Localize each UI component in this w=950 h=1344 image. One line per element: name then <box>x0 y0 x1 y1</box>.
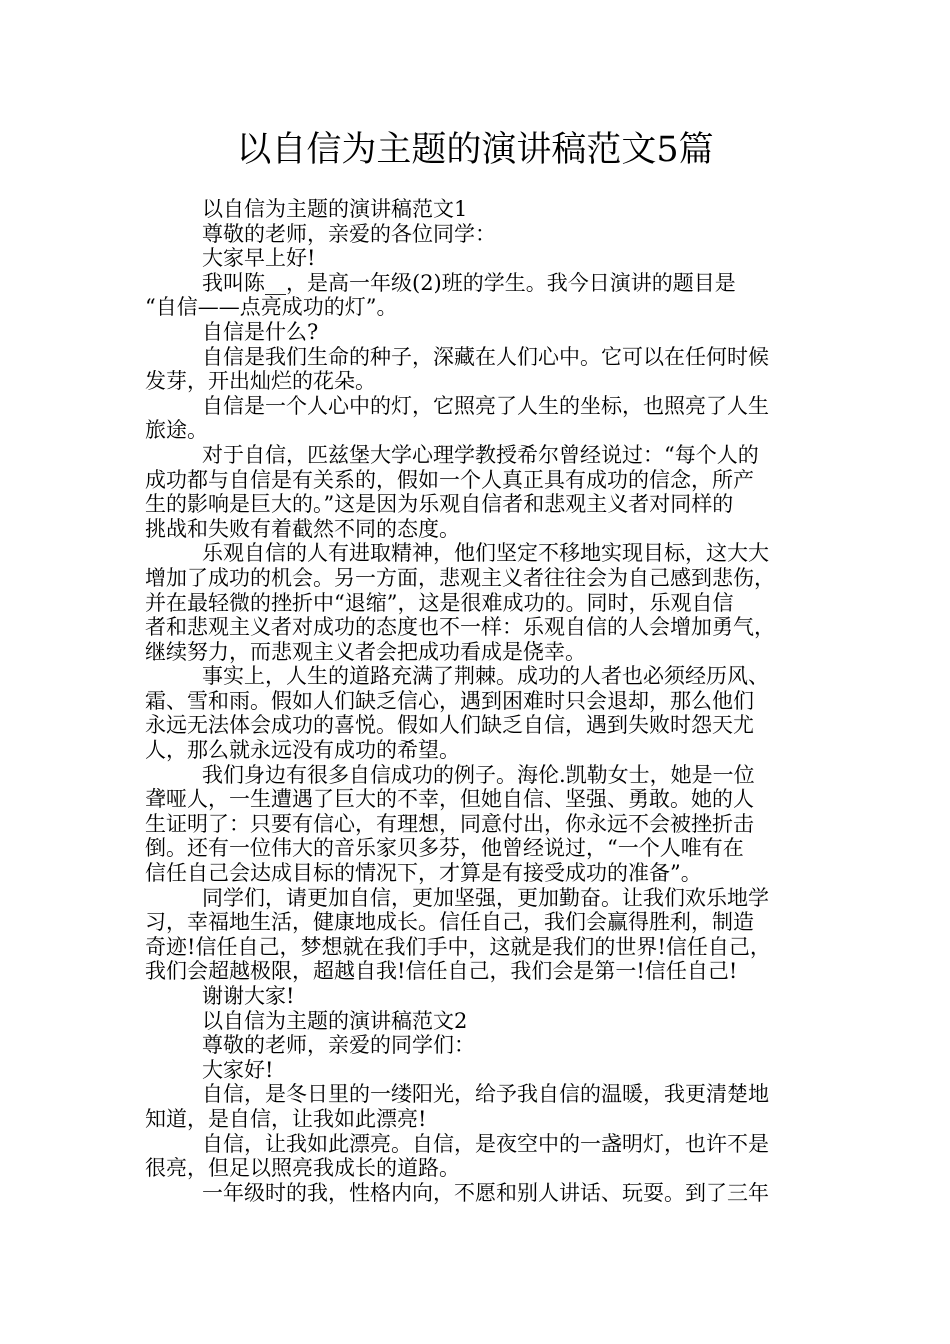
text-line: 谢谢大家! <box>202 984 295 1008</box>
text-line: 知道，是自信，让我如此漂亮! <box>145 1106 427 1131</box>
text-line: 自信是一个人心中的灯，它照亮了人生的坐标，也照亮了人生 <box>202 393 769 418</box>
text-line: 自信是什么? <box>202 319 319 344</box>
text-line: 生的影响是巨大的。”这是因为乐观自信者和悲观主义者对同样的 <box>145 492 734 517</box>
text-line: 我叫陈__，是高一年级(2)班的学生。我今日演讲的题目是 <box>202 270 736 295</box>
text-line: “自信——点亮成功的灯”。 <box>145 295 398 320</box>
text-line: 霜、雪和雨。假如人们缺乏信心，遇到困难时只会退却，那么他们 <box>145 688 754 713</box>
text-line: 自信，让我如此漂亮。自信，是夜空中的一盏明灯，也许不是 <box>202 1131 769 1156</box>
text-line: 我们会超越极限，超越自我!信任自己，我们会是第一!信任自己! <box>145 959 738 984</box>
text-line: 信任自己会达成目标的情况下，才算是有接受成功的准备”。 <box>145 861 702 886</box>
text-line: 同学们，请更加自信，更加坚强，更加勤奋。让我们欢乐地学 <box>202 885 769 910</box>
text-line: 乐观自信的人有进取精神，他们坚定不移地实现目标，这大大 <box>202 541 769 566</box>
text-line: 大家好! <box>202 1057 274 1082</box>
text-line: 生证明了：只要有信心，有理想，同意付出，你永远不会被挫折击 <box>145 811 754 836</box>
text-line: 挑战和失败有着截然不同的态度。 <box>145 516 460 541</box>
text-line: 自信是我们生命的种子，深藏在人们心中。它可以在任何时候 <box>202 344 769 369</box>
text-line: 很亮，但足以照亮我成长的道路。 <box>145 1156 460 1181</box>
document-title: 以自信为主题的演讲稿范文5篇 <box>236 130 714 170</box>
text-line: 对于自信，匹兹堡大学心理学教授希尔曾经说过：“每个人的 <box>202 442 759 467</box>
text-line: 一年级时的我，性格内向，不愿和别人讲话、玩耍。到了三年 <box>202 1180 769 1205</box>
text-line: 并在最轻微的挫折中“退缩”，这是很难成功的。同时，乐观自信 <box>145 590 734 615</box>
text-line: 尊敬的老师，亲爱的各位同学： <box>202 221 496 246</box>
text-line: 人，那么就永远没有成功的希望。 <box>145 738 460 763</box>
text-line: 增加了成功的机会。另一方面，悲观主义者往往会为自己感到悲伤， <box>145 565 775 590</box>
text-line: 习，幸福地生活，健康地成长。信任自己，我们会赢得胜利，制造 <box>145 910 754 935</box>
text-line: 我们身边有很多自信成功的例子。海伦.凯勒女士，她是一位 <box>202 762 755 787</box>
text-line: 尊敬的老师，亲爱的同学们： <box>202 1033 475 1058</box>
text-line: 发芽，开出灿烂的花朵。 <box>145 369 376 394</box>
document-body <box>145 197 809 1205</box>
text-line: 成功都与自信是有关系的，假如一个人真正具有成功的信念，所产 <box>145 467 754 492</box>
text-line: 旅途。 <box>145 418 208 443</box>
text-line: 自信，是冬日里的一缕阳光，给予我自信的温暖，我更清楚地 <box>202 1082 769 1107</box>
text-line: 以自信为主题的演讲稿范文2 <box>202 1008 468 1033</box>
text-line: 继续努力，而悲观主义者会把成功看成是侥幸。 <box>145 639 586 664</box>
text-line: 大家早上好! <box>202 246 316 271</box>
text-line: 永远无法体会成功的喜悦。假如人们缺乏自信，遇到失败时怨天尤 <box>145 713 754 738</box>
text-line: 者和悲观主义者对成功的态度也不一样：乐观自信的人会增加勇气， <box>145 615 775 640</box>
text-line: 事实上，人生的道路充满了荆棘。成功的人者也必须经历风、 <box>202 664 769 689</box>
text-line: 聋哑人，一生遭遇了巨大的不幸，但她自信、坚强、勇敢。她的人 <box>145 787 754 812</box>
text-line: 倒。还有一位伟大的音乐家贝多芬，他曾经说过，“一个人唯有在 <box>145 836 744 861</box>
text-line: 以自信为主题的演讲稿范文1 <box>202 197 468 221</box>
text-line: 奇迹!信任自己，梦想就在我们手中，这就是我们的世界!信任自己， <box>145 934 771 959</box>
